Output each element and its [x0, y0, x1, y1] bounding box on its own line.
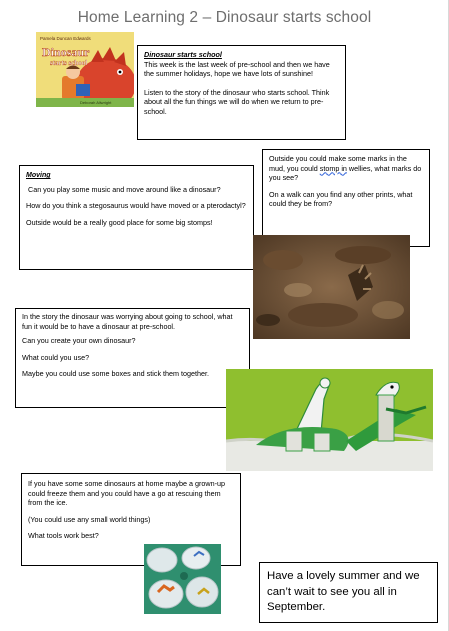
freeze-paragraph-3: What tools work best? [28, 531, 99, 541]
outside-paragraph-1 [269, 154, 423, 183]
outside-textbox [262, 149, 430, 247]
craft-dinosaur-photo [226, 369, 433, 471]
book-illustrator-text: Deborah Allwright [80, 100, 112, 105]
outside-text-part-a: Outside you could make some marks in the mud, you could [269, 154, 407, 173]
book-title-line2: starts school [50, 59, 88, 67]
outside-text-part-b: wellies, what marks do you see? [269, 163, 422, 183]
intro-paragraph-2: Listen to the story of the dinosaur who starts school. Think about all the fun things we will do when we return to pre-school. [144, 87, 330, 116]
outside-paragraph-2: On a walk can you find any other prints, what could they be from? [269, 189, 413, 209]
moving-paragraph-1: Can you play some music and move around like a dinosaur? [28, 184, 221, 194]
moving-textbox [19, 165, 254, 270]
farewell-textbox [259, 562, 438, 623]
intro-textbox [137, 45, 346, 140]
moving-paragraph-3: Outside would be a really good place for some big stomps! [26, 217, 213, 227]
freeze-paragraph-2: (You could use any small world things) [28, 514, 151, 524]
create-paragraph-4: Maybe you could use some boxes and stick them together. [22, 369, 209, 379]
moving-paragraph-2: How do you think a stegosaurus would have moved or a pterodactyl? [26, 201, 246, 211]
outside-squiggle-text: stomp in [319, 163, 347, 173]
create-paragraph-3: What could you use? [22, 352, 90, 362]
freeze-paragraph-1: If you have some some dinosaurs at home maybe a grown-up could freeze them and you could have a go at rescuing them from the ice. [28, 479, 225, 508]
book-title-line1: Dinosaur [42, 45, 90, 59]
create-paragraph-2: Can you create your own dinosaur? [22, 336, 136, 346]
create-paragraph-1: In the story the dinosaur was worrying about going to school, what fun it would be to have a dinosaur at pre-school. [22, 312, 233, 331]
book-author-text: Pamela Duncan Edwards [40, 36, 91, 41]
mud-footprint-photo [253, 235, 410, 339]
moving-heading: Moving [26, 172, 51, 179]
frozen-dinosaurs-photo [144, 544, 221, 614]
intro-paragraph-1: This week is the last week of pre-school and then we have the summer holidays, hope we have lots of sunshine! [144, 59, 330, 79]
intro-heading: Dinosaur starts school [144, 50, 222, 59]
farewell-text: Have a lovely summer and we can’t wait to see you all in September. [267, 570, 420, 613]
book-cover-image [36, 32, 134, 107]
page-title: Home Learning 2 – Dinosaur starts school [77, 9, 372, 26]
create-dinosaur-textbox [15, 308, 250, 408]
